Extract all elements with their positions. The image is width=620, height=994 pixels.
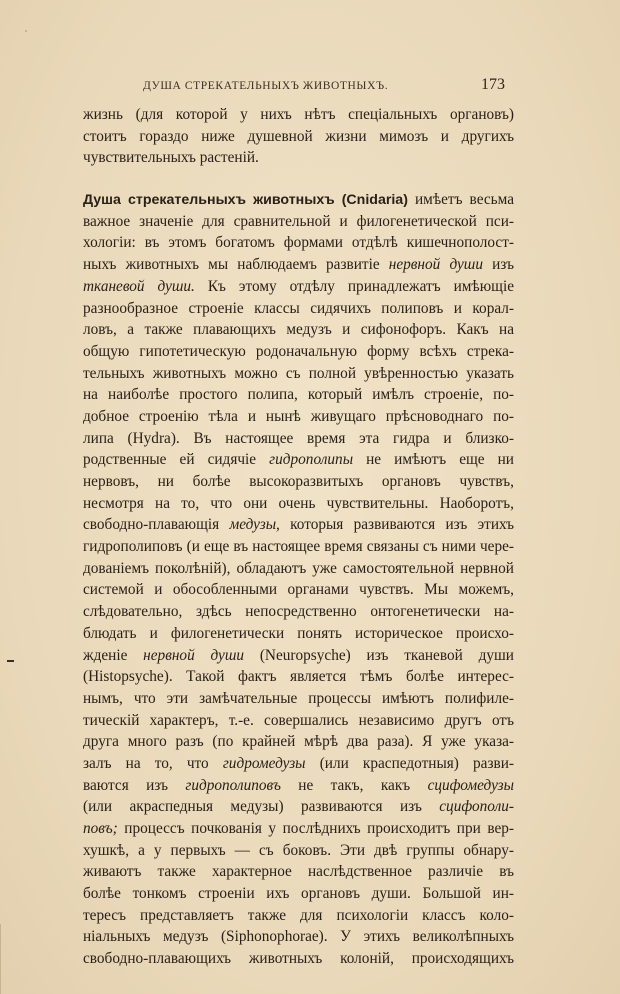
- text-line: свободно-плавающихъ животныхъ колоній, происходящихъ: [83, 950, 514, 968]
- text-line: дованіемъ поколѣній), обладаютъ уже самостоятельной нервной: [83, 559, 514, 577]
- text-line: ваются изъ гидрополиповъ не такъ, какъ сцифомедузы: [83, 776, 514, 794]
- text-line: родственные ей сидячіе гидрополипы не имѣютъ еще ни: [83, 451, 514, 469]
- body-text: [83, 104, 514, 970]
- text-line: системой и обособленными органами чувствъ. Мы можемъ,: [83, 581, 514, 599]
- text-line: тересъ представляетъ также для психологіи классъ коло-: [83, 906, 514, 924]
- emphasis: сцифомедузы: [427, 776, 514, 794]
- emphasis: нервной души: [388, 256, 483, 274]
- text-line: тельныхъ животныхъ можно съ полной увѣренностью указать: [83, 364, 514, 382]
- paragraph-gap: [83, 169, 514, 189]
- emphasis: гидромедузы: [222, 754, 306, 772]
- text-line: (Histopsyche). Такой фактъ является тѣмъ болѣе интерес-: [83, 668, 514, 686]
- emphasis: тканевой души.: [83, 277, 195, 295]
- emphasis: гидрополипы: [269, 451, 354, 469]
- text-line: чувствительныхъ растеній.: [83, 149, 259, 167]
- text-line: нымъ, что эти замѣчательные процессы имѣютъ полифиле-: [83, 689, 514, 707]
- text-line: на наиболѣе простого полипа, который имѣлъ строеніе, по-: [83, 386, 514, 404]
- text-line: хушкѣ, а у первыхъ — съ боковъ. Эти двѣ группы обнару-: [83, 841, 514, 859]
- text-line: ніальныхъ медузъ (Siphonophorae). У этихъ великолѣпныхъ: [83, 928, 514, 946]
- text-line: стоитъ гораздо ниже душевной жизни мимозъ и другихъ: [83, 127, 514, 145]
- text-line: живаютъ также характерное наслѣдственное различіе въ: [83, 863, 514, 881]
- text-line: хологіи: въ этомъ богатомъ формами отдѣлѣ кишечнополост-: [83, 234, 514, 252]
- text-line: важное значеніе для сравнительной и филогенетической пси-: [83, 212, 514, 230]
- text-line: слѣдовательно, здѣсь непосредственно онтогенетически на-: [83, 603, 514, 621]
- text-line: блюдать и филогенетически понять историческое происхо-: [83, 624, 514, 642]
- text-line: нервовъ, ни болѣе высокоразвитыхъ органовъ чувствъ,: [83, 473, 514, 490]
- text-line: друга много разъ (по крайней мѣрѣ два раза). Я уже указа-: [83, 733, 514, 751]
- section-heading-line: Душа стрекательныхъ животныхъ (Cnidaria) имѣетъ весьма: [83, 191, 514, 209]
- text-line: общую гипотетическую родоначальную форму всѣхъ стрека-: [83, 342, 514, 360]
- section-heading: Душа стрекательныхъ животныхъ (Cnidaria): [83, 192, 408, 209]
- emphasis: медузы,: [229, 516, 280, 534]
- text-line: несмотря на то, что они очень чувствительны. Наоборотъ,: [83, 494, 514, 512]
- margin-mark: [7, 660, 14, 662]
- text-line: тканевой души. Къ этому отдѣлу принадлежатъ имѣющіе: [83, 277, 514, 295]
- emphasis: повъ;: [83, 820, 118, 837]
- page-header: [0, 76, 620, 96]
- emphasis: нервной души: [143, 646, 245, 664]
- page-crease: [0, 924, 31, 994]
- emphasis: гидрополиповъ: [185, 776, 281, 794]
- text-line: болѣе тонкомъ строеніи ихъ органовъ души. Большой ин-: [83, 885, 514, 903]
- text-line: ловъ, а также плавающихъ медузъ и сифонофоръ. Какъ на: [83, 321, 514, 339]
- text-line: повъ; процессъ почкованія у послѣднихъ происходитъ при вер-: [83, 820, 514, 837]
- paper-speck: [25, 30, 27, 32]
- text-line: гидрополиповъ (и еще въ настоящее время связаны съ ними чере-: [83, 538, 514, 556]
- text-line: жизнь (для которой у нихъ нѣтъ спеціальныхъ органовъ): [83, 106, 514, 123]
- emphasis: сцифополи-: [439, 798, 514, 816]
- text-line: разнообразное строеніе классы сидячихъ полиповъ и корал-: [83, 299, 514, 317]
- text-line: (или акраспедныя медузы) развиваются изъ сцифополи-: [83, 798, 514, 816]
- page-number: 173: [481, 76, 505, 93]
- text-line: липа (Hydra). Въ настоящее время эта гидра и близко-: [83, 429, 514, 447]
- running-head: ДУША СТРЕКАТЕЛЬНЫХЪ ЖИВОТНЫХЪ.: [143, 80, 389, 92]
- text-line: ныхъ животныхъ мы наблюдаемъ развитіе нервной души изъ: [83, 256, 514, 274]
- text-line: добное строенію тѣла и нынѣ живущаго прѣсноводнаго по-: [83, 407, 514, 425]
- text-line: свободно-плавающія медузы, которыя развиваются изъ этихъ: [83, 516, 514, 534]
- text-line: залъ на то, что гидромедузы (или краспедотныя) разви-: [83, 754, 514, 772]
- text-line: жденіе нервной души (Neuropsyche) изъ тканевой души: [83, 646, 514, 664]
- text-line: тическій характеръ, т.-е. совершались независимо другъ отъ: [83, 711, 514, 729]
